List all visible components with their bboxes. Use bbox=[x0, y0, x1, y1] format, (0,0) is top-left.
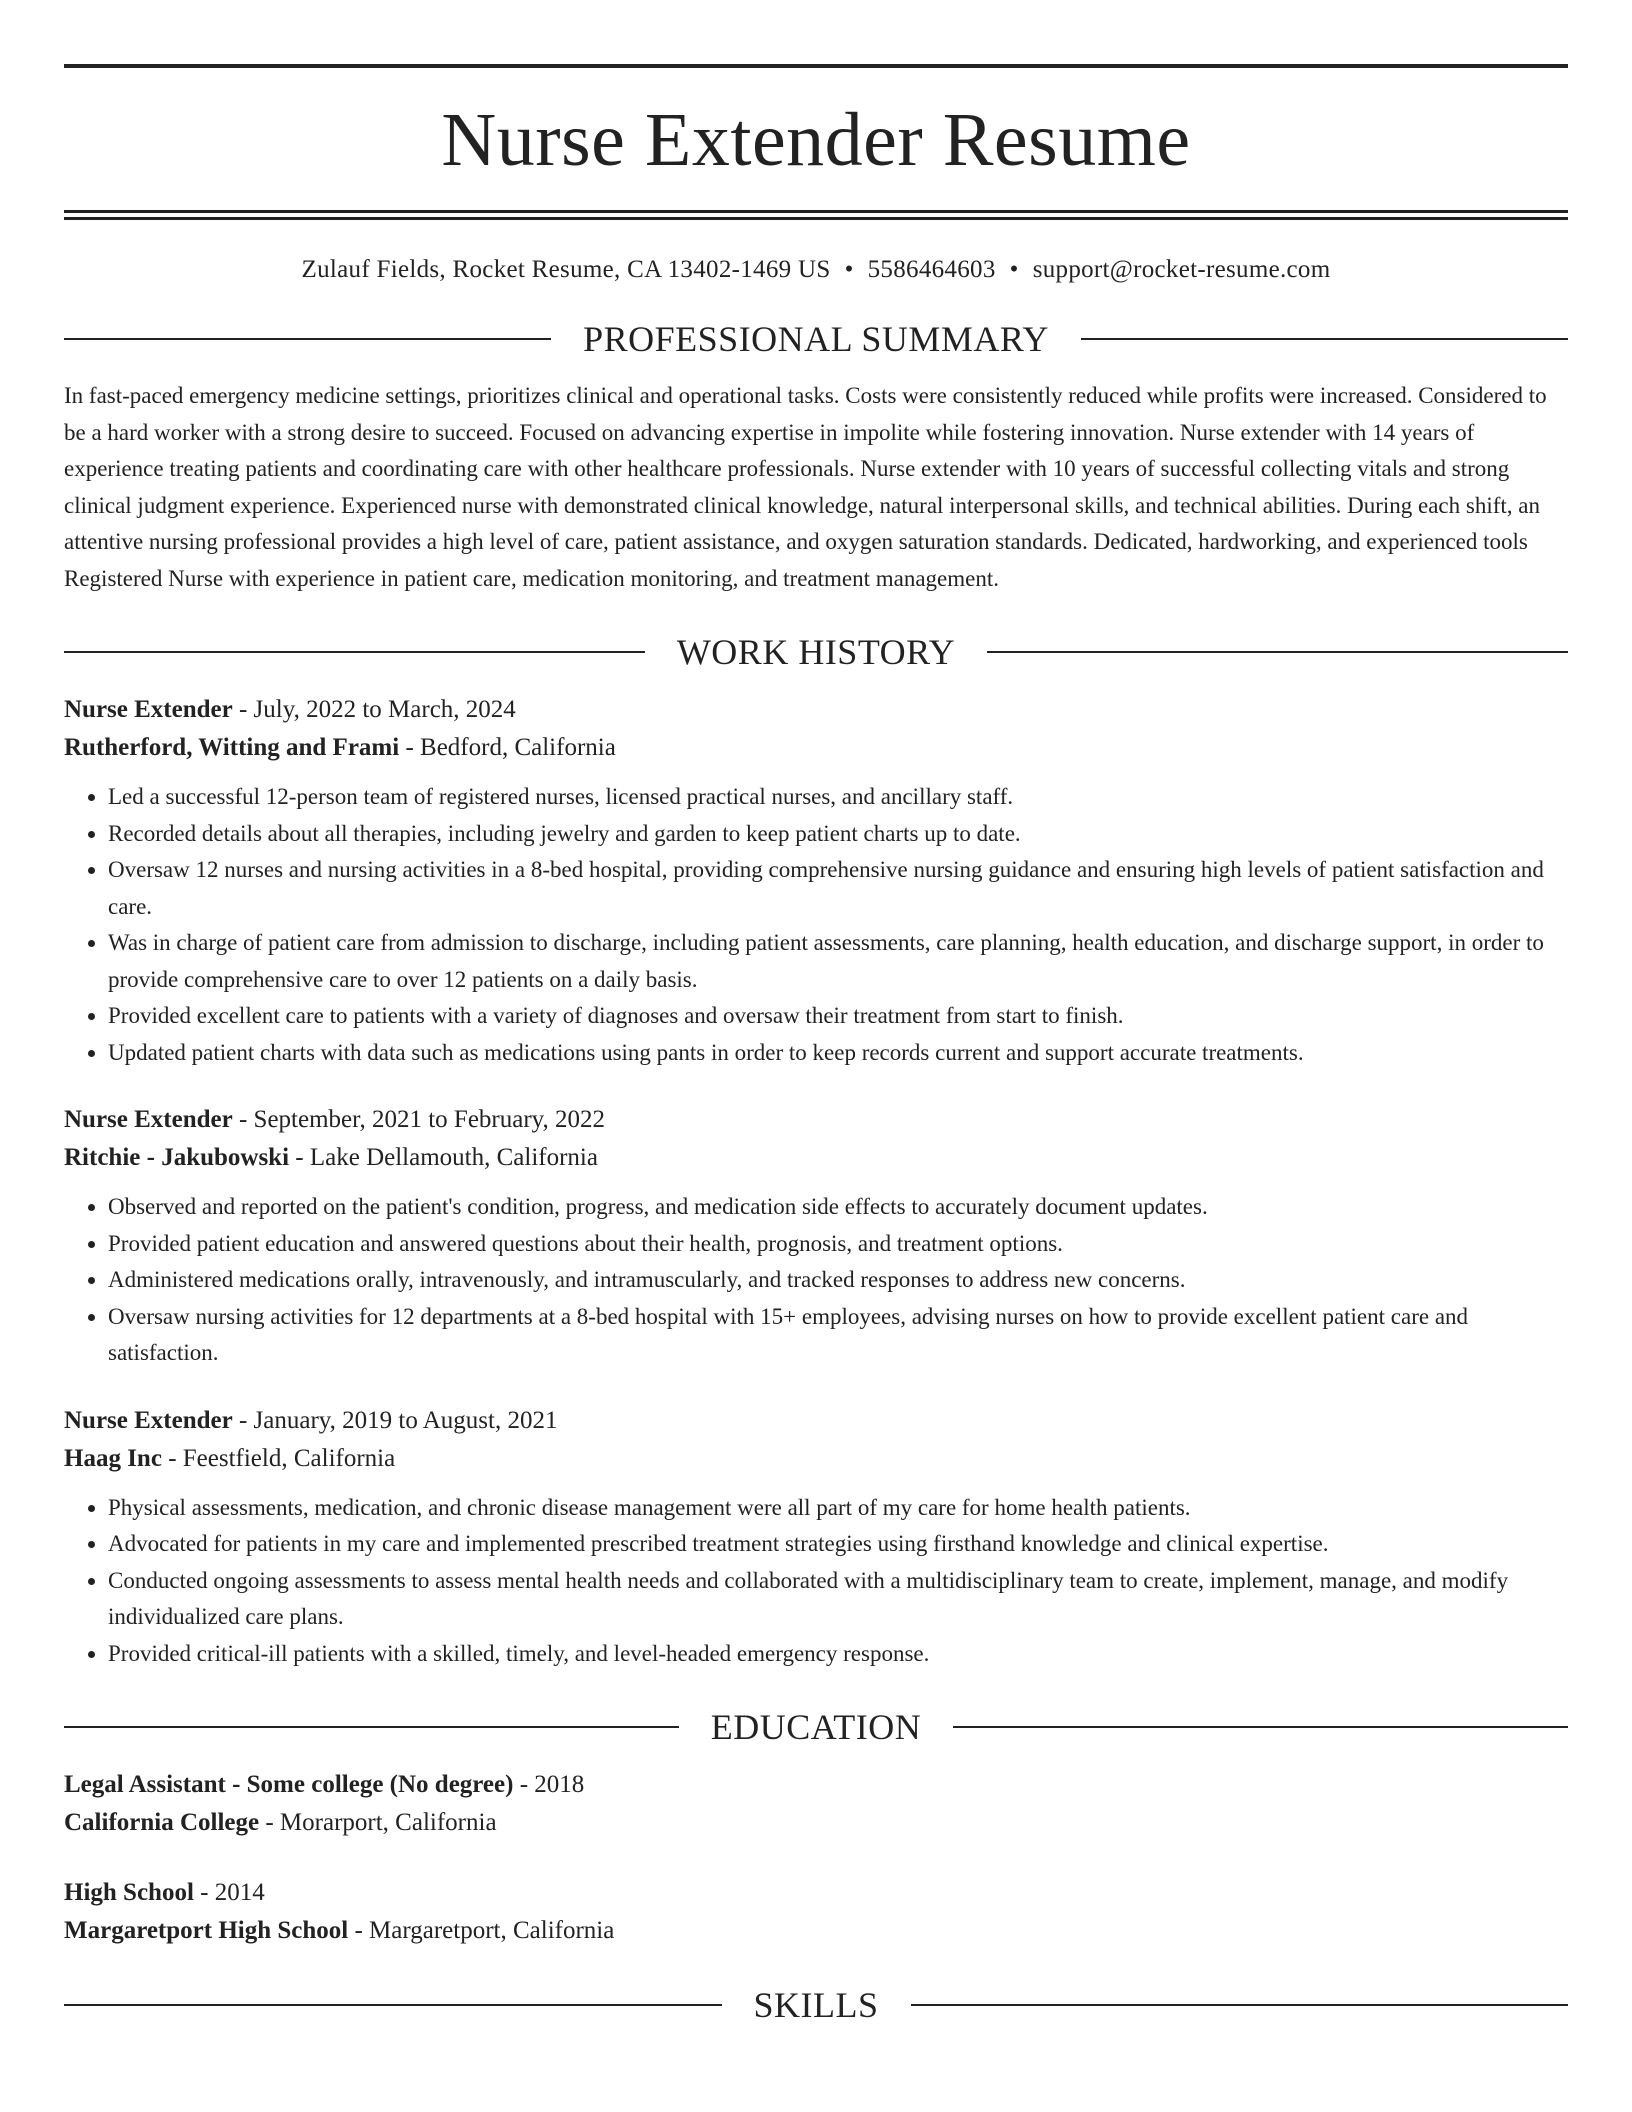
education-list bbox=[64, 1766, 1568, 1950]
section-heading-education bbox=[64, 1706, 1568, 1748]
job-dates: - September, 2021 to February, 2022 bbox=[232, 1106, 606, 1133]
education-school-line bbox=[64, 1912, 1568, 1950]
job-bullet: • Provided excellent care to patients with a variety of diagnoses and oversaw their treatment from start to finish. bbox=[108, 998, 1568, 1035]
section-title: SKILLS bbox=[753, 1985, 879, 2025]
job-bullet: • Oversaw nursing activities for 12 departments at a 8-bed hospital with 15+ employees, advising nurses on how to provide excellent patient care and satisfaction. bbox=[108, 1299, 1568, 1372]
education-year: - 2014 bbox=[193, 1879, 265, 1906]
contact-phone: 5586464603 bbox=[867, 256, 996, 283]
job-dates: - January, 2019 to August, 2021 bbox=[232, 1406, 558, 1434]
heading-rule-left bbox=[64, 2004, 722, 2006]
contact-address: Zulauf Fields, Rocket Resume, CA 13402-1469 US bbox=[301, 256, 831, 283]
contact-separator: • bbox=[1009, 256, 1019, 283]
section-heading-skills bbox=[64, 1984, 1568, 2026]
job-bullet: • Led a successful 12-person team of registered nurses, licensed practical nurses, and ancillary staff. bbox=[108, 779, 1568, 816]
job-title: Nurse Extender bbox=[64, 1106, 233, 1133]
job-location: - Bedford, California bbox=[399, 734, 616, 761]
education-school: California College bbox=[64, 1809, 260, 1836]
job-bullet: • Oversaw 12 nurses and nursing activities in a 8-bed hospital, providing comprehensive nursing guidance and ensuring high levels of patient satisfaction and care. bbox=[108, 852, 1568, 925]
job-bullets bbox=[64, 1490, 1568, 1673]
job-title-line bbox=[64, 691, 1568, 729]
job-bullets bbox=[64, 1189, 1568, 1372]
job-bullet: • Physical assessments, medication, and chronic disease management were all part of my care for home health patients. bbox=[108, 1490, 1568, 1527]
job-bullets bbox=[64, 779, 1568, 1071]
section-title: WORK HISTORY bbox=[676, 632, 956, 672]
job-company-line bbox=[64, 1440, 1568, 1478]
job-location: - Lake Dellamouth, California bbox=[289, 1144, 598, 1171]
job-title-line bbox=[64, 1101, 1568, 1139]
heading-rule-right bbox=[987, 651, 1568, 653]
education-entry bbox=[64, 1874, 1568, 1950]
job-title-line bbox=[64, 1402, 1568, 1440]
job-title: Nurse Extender bbox=[64, 1406, 233, 1434]
section-heading-summary bbox=[64, 318, 1568, 360]
job-bullet: • Updated patient charts with data such as medications using pants in order to keep records current and support accurate treatments. bbox=[108, 1035, 1568, 1072]
resume-page bbox=[64, 0, 1568, 2026]
summary-paragraph: In fast-paced emergency medicine settings, prioritizes clinical and operational tasks. Costs were consistently reduced while profits were increased. Considered to be a hard worker with a strong desire to succeed. Focused on advancing expertise in impolite while fostering innovation. Nurse extender with 14 years of experience treating patients and coordinating care with other healthcare professionals. Nurse extender with 10 years of successful collecting vitals and strong clinical judgment experience. Experienced nurse with demonstrated clinical knowledge, natural interpersonal skills, and technical abilities. During each shift, an attentive nursing professional provides a high level of care, patient assistance, and oxygen saturation standards. Dedicated, hardworking, and experienced tools Registered Nurse with experience in patient care, medication monitoring, and treatment management. bbox=[64, 383, 1547, 591]
education-degree: Legal Assistant - Some college (No degree) bbox=[64, 1771, 514, 1798]
job-dates: - July, 2022 to March, 2024 bbox=[232, 696, 516, 723]
job-entry bbox=[64, 691, 1568, 1071]
heading-rule-right bbox=[953, 1726, 1568, 1728]
job-company-line bbox=[64, 1139, 1568, 1177]
resume-title: Nurse Extender Resume bbox=[441, 98, 1191, 182]
job-title: Nurse Extender bbox=[64, 696, 233, 723]
education-degree: High School bbox=[64, 1879, 194, 1906]
education-year: - 2018 bbox=[513, 1771, 585, 1798]
contact-line bbox=[64, 256, 1568, 284]
education-entry bbox=[64, 1766, 1568, 1842]
job-entry bbox=[64, 1101, 1568, 1372]
education-degree-line bbox=[64, 1874, 1568, 1912]
job-bullet: • Provided critical-ill patients with a skilled, timely, and level-headed emergency response. bbox=[108, 1636, 1568, 1673]
heading-rule-left bbox=[64, 1726, 679, 1728]
contact-separator: • bbox=[844, 256, 854, 283]
job-bullet: • Provided patient education and answered questions about their health, prognosis, and treatment options. bbox=[108, 1226, 1568, 1263]
top-rule bbox=[64, 64, 1568, 68]
education-location: - Margaretport, California bbox=[348, 1917, 615, 1944]
title-double-rule bbox=[64, 210, 1568, 220]
job-bullet: • Advocated for patients in my care and implemented prescribed treatment strategies using firsthand knowledge and clinical expertise. bbox=[108, 1526, 1568, 1563]
education-location: - Morarport, California bbox=[259, 1809, 497, 1836]
job-bullet: • Administered medications orally, intravenously, and intramuscularly, and tracked responses to address new concerns. bbox=[108, 1262, 1568, 1299]
contact-email[interactable]: support@rocket-resume.com bbox=[1032, 256, 1331, 283]
job-bullet: • Conducted ongoing assessments to assess mental health needs and collaborated with a multidisciplinary team to create, implement, manage, and modify individualized care plans. bbox=[108, 1563, 1568, 1636]
job-bullet: • Recorded details about all therapies, including jewelry and garden to keep patient charts up to date. bbox=[108, 816, 1568, 853]
education-degree-line bbox=[64, 1766, 1568, 1804]
education-school-line bbox=[64, 1804, 1568, 1842]
job-company: Ritchie - Jakubowski bbox=[64, 1144, 290, 1171]
job-bullet: • Was in charge of patient care from admission to discharge, including patient assessments, care planning, health education, and discharge support, in order to provide comprehensive care to over 12 patients on a daily basis. bbox=[108, 925, 1568, 998]
heading-rule-left bbox=[64, 651, 645, 653]
job-entry bbox=[64, 1402, 1568, 1673]
job-company: Haag Inc bbox=[64, 1444, 162, 1472]
work-history-list bbox=[64, 691, 1568, 1672]
education-school: Margaretport High School bbox=[64, 1917, 349, 1944]
job-company: Rutherford, Witting and Frami bbox=[64, 734, 400, 761]
job-company-line bbox=[64, 729, 1568, 767]
section-title: PROFESSIONAL SUMMARY bbox=[583, 319, 1049, 359]
job-bullet: • Observed and reported on the patient's condition, progress, and medication side effects to accurately document updates. bbox=[108, 1189, 1568, 1226]
job-location: - Feestfield, California bbox=[161, 1444, 396, 1472]
heading-rule-left bbox=[64, 338, 551, 340]
section-title: EDUCATION bbox=[710, 1707, 922, 1747]
section-heading-work bbox=[64, 631, 1568, 673]
heading-rule-right bbox=[1081, 338, 1568, 340]
heading-rule-right bbox=[911, 2004, 1569, 2006]
